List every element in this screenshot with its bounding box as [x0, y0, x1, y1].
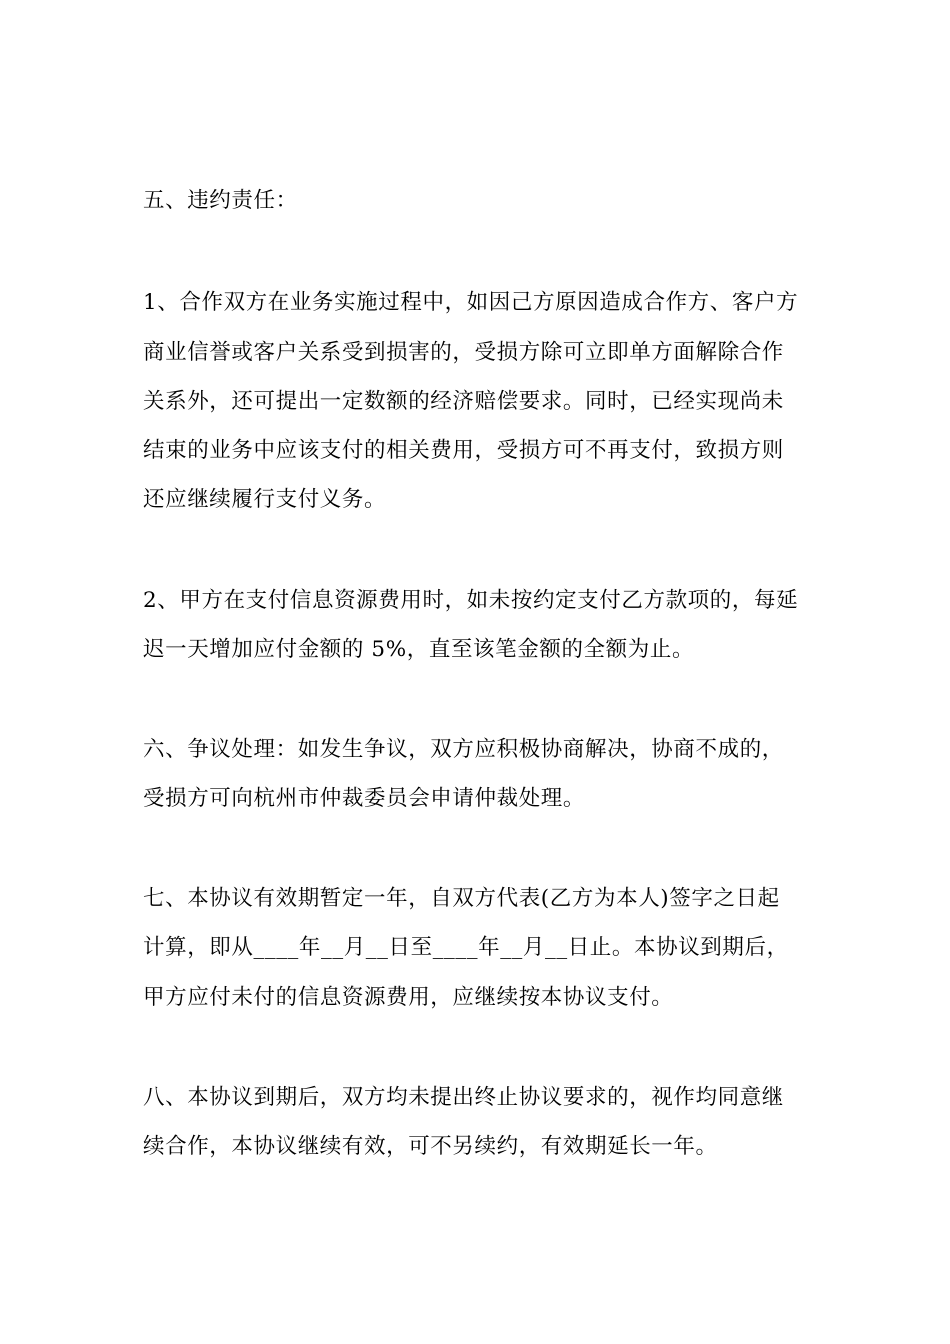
- clause-6-line-1: 六、争议处理：如发生争议，双方应积极协商解决，协商不成的，: [143, 737, 784, 762]
- clause-8-line-1: 八、本协议到期后，双方均未提出终止协议要求的，视作均同意继: [143, 1085, 784, 1110]
- clause-5-1-line-3: 关系外，还可提出一定数额的经济赔偿要求。同时，已经实现尚未: [143, 389, 784, 414]
- clause-8-line-2: 续合作，本协议继续有效，可不另续约，有效期延长一年。: [143, 1134, 718, 1159]
- clause-6-line-2: 受损方可向杭州市仲裁委员会申请仲裁处理。: [143, 786, 586, 811]
- clause-5-2-line-2: 迟一天增加应付金额的 5%，直至该笔金额的全额为止。: [143, 637, 695, 662]
- clause-5-1-line-1: 1、合作双方在业务实施过程中，如因己方原因造成合作方、客户方: [143, 290, 799, 315]
- clause-5-1-line-5: 还应继续履行支付义务。: [143, 487, 387, 512]
- clause-5-1-line-4: 结束的业务中应该支付的相关费用，受损方可不再支付，致损方则: [143, 438, 784, 463]
- section-heading-liability: 五、违约责任：: [143, 188, 298, 213]
- clause-5-2-line-1: 2、甲方在支付信息资源费用时，如未按约定支付乙方款项的，每延: [143, 588, 799, 613]
- clause-7-line-3: 甲方应付未付的信息资源费用，应继续按本协议支付。: [143, 985, 674, 1010]
- clause-7-line-1: 七、本协议有效期暂定一年，自双方代表(乙方为本人)签字之日起: [143, 886, 780, 911]
- clause-7-line-2: 计算，即从____年__月__日至____年__月__日止。本协议到期后，: [143, 935, 789, 960]
- clause-5-1-line-2: 商业信誉或客户关系受到损害的，受损方除可立即单方面解除合作: [143, 340, 784, 365]
